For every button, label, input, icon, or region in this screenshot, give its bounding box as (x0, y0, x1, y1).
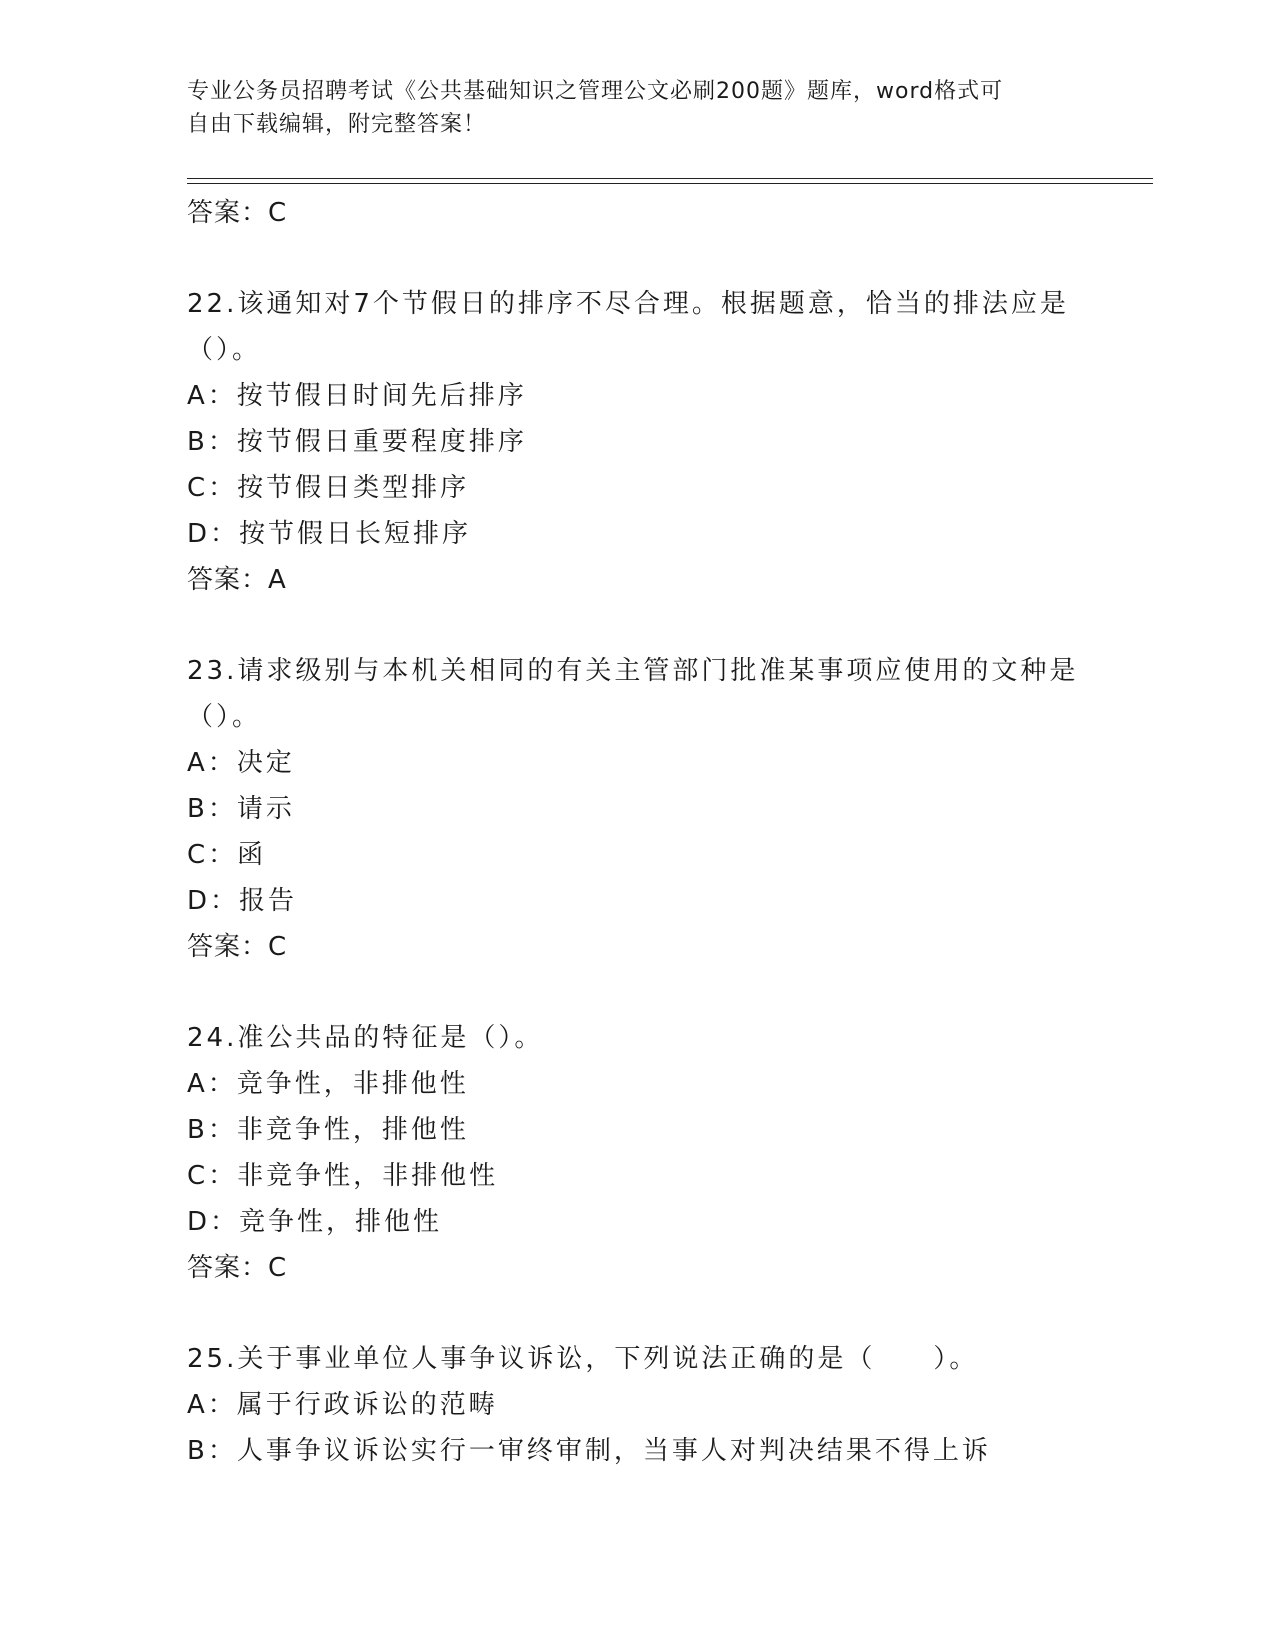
header-divider-bottom (187, 183, 1153, 184)
option-b: B：请示 (187, 794, 295, 824)
option-b: B：人事争议诉讼实行一审终审制，当事人对判决结果不得上诉 (187, 1436, 991, 1466)
option-b: B：按节假日重要程度排序 (187, 427, 527, 457)
option-c: C：非竞争性，非排他性 (187, 1161, 499, 1191)
option-a: A：按节假日时间先后排序 (187, 381, 527, 411)
question-stem: 24.准公共品的特征是（）。 (187, 1023, 544, 1053)
answer-value: C (268, 198, 288, 228)
document-header (187, 75, 1067, 141)
spacer (187, 603, 1077, 648)
answer-line-q21 (187, 190, 1077, 236)
answer-value: A (268, 565, 287, 595)
spacer (187, 970, 1077, 1015)
answer-value: C (268, 932, 288, 962)
question-23 (187, 648, 1077, 970)
question-24 (187, 1015, 1077, 1291)
option-d: D：按节假日长短排序 (187, 519, 472, 549)
answer-label: 答案： (187, 1253, 269, 1283)
option-d: D：报告 (187, 886, 298, 916)
answer-line (187, 924, 1077, 970)
option-d: D：竞争性，排他性 (187, 1207, 443, 1237)
question-stem: 25.关于事业单位人事争议诉讼，下列说法正确的是（ ）。 (187, 1344, 979, 1374)
header-divider-top (187, 178, 1153, 179)
option-b: B：非竞争性，排他性 (187, 1115, 469, 1145)
spacer (187, 236, 1077, 281)
option-c: C：函 (187, 840, 267, 870)
question-22 (187, 281, 1077, 603)
answer-label: 答案： (187, 565, 269, 595)
option-a: A：属于行政诉讼的范畴 (187, 1390, 498, 1420)
question-stem: 22.该通知对7个节假日的排序不尽合理。根据题意，恰当的排法应是 (187, 289, 1069, 319)
spacer (187, 1291, 1077, 1336)
question-list (187, 190, 1077, 1474)
option-c: C：按节假日类型排序 (187, 473, 470, 503)
question-stem-continued: （）。 (187, 702, 262, 732)
option-a: A：决定 (187, 748, 295, 778)
answer-line (187, 1245, 1077, 1291)
answer-label: 答案： (187, 198, 269, 228)
header-line-2: 自由下载编辑，附完整答案！ (187, 112, 487, 137)
question-stem-continued: （）。 (187, 335, 262, 365)
question-25 (187, 1336, 1077, 1474)
answer-line (187, 557, 1077, 603)
option-a: A：竞争性，非排他性 (187, 1069, 469, 1099)
answer-value: C (268, 1253, 288, 1283)
answer-label: 答案： (187, 932, 269, 962)
question-stem: 23.请求级别与本机关相同的有关主管部门批准某事项应使用的文种是 (187, 656, 1079, 686)
header-line-1: 专业公务员招聘考试《公共基础知识之管理公文必刷200题》题库，word格式可 (187, 79, 1004, 104)
